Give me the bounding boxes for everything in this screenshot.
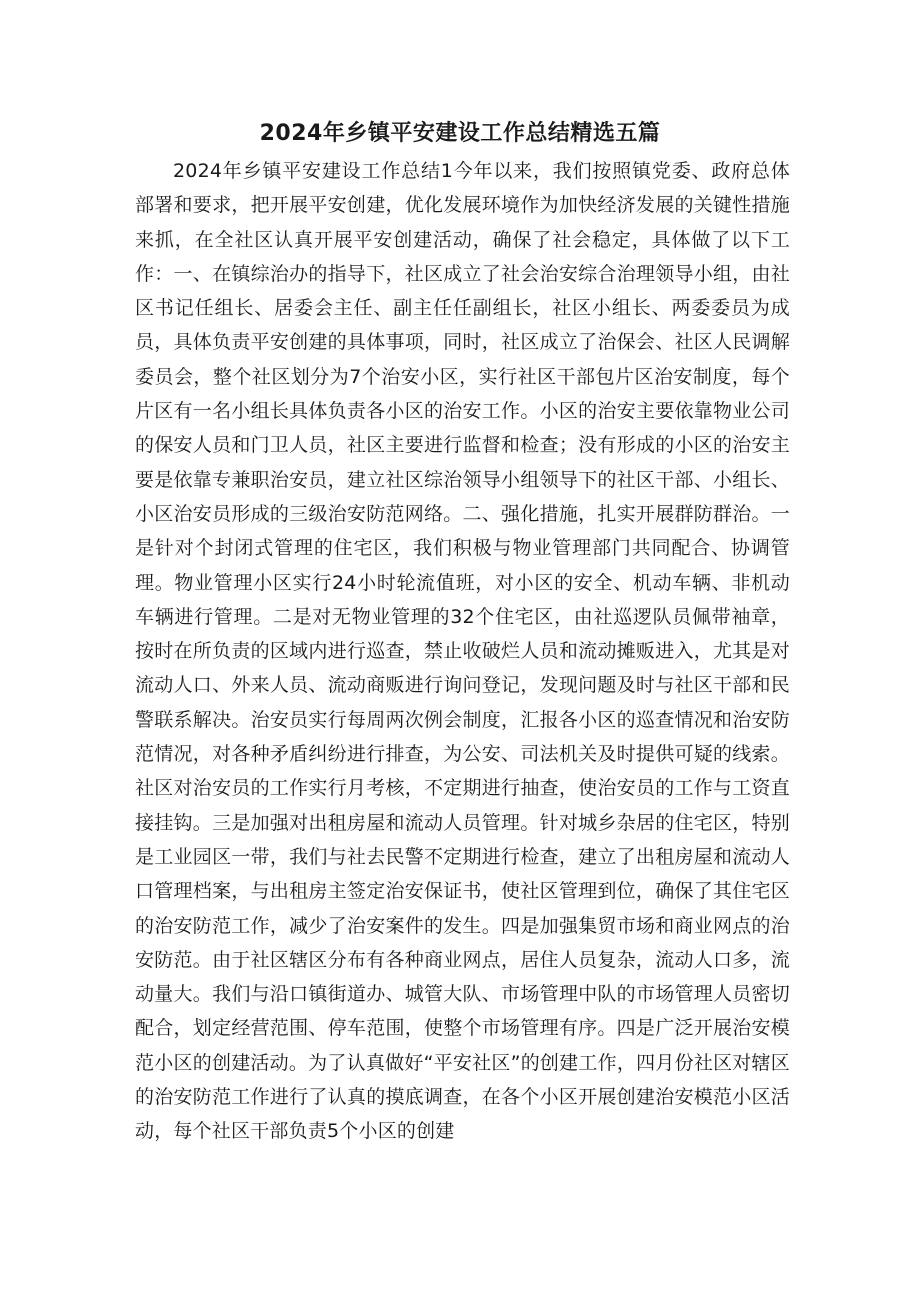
document-title: 2024年乡镇平安建设工作总结精选五篇 xyxy=(259,121,661,146)
document-paragraph: 2024年乡镇平安建设工作总结1今年以来，我们按照镇党委、政府总体部署和要求，把开展平安创建，优化发展环境作为加快经济发展的关键性措施来抓，在全社区认真开展平安创建活动，确保了社会稳定，具体做了以下工作：一、在镇综治办的指导下，社区成立了社会治安综合治理领导小组，由社区书记任组长、居委会主任、副主任任副组长，社区小组长、两委委员为成员，具体负责平安创建的具体事项，同时，社区成立了治保会、社区人民调解委员会，整个社区划分为7个治安小区，实行社区干部包片区治安制度，每个片区有一名小组长具体负责各小区的治安工作。小区的治安主要依靠物业公司的保安人员和门卫人员，社区主要进行监督和检查；没有形成的小区的治安主要是依靠专兼职治安员，建立社区综治领导小组领导下的社区干部、小组长、小区治安员形成的三级治安防范网络。二、强化措施，扎实开展群防群治。一是针对个封闭式管理的住宅区，我们积极与物业管理部门共同配合、协调管理。物业管理小区实行24小时轮流值班，对小区的安全、机动车辆、非机动车辆进行管理。二是对无物业管理的32个住宅区，由社巡逻队员佩带袖章，按时在所负责的区域内进行巡查，禁止收破烂人员和流动摊贩进入，尤其是对流动人口、外来人员、流动商贩进行询问登记，发现问题及时与社区干部和民警联系解决。治安员实行每周两次例会制度，汇报各小区的巡查情况和治安防范情况，对各种矛盾纠纷进行排查，为公安、司法机关及时提供可疑的线索。社区对治安员的工作实行月考核，不定期进行抽查，使治安员的工作与工资直接挂钩。三是加强对出租房屋和流动人员管理。针对城乡杂居的住宅区，特别是工业园区一带，我们与社去民警不定期进行检查，建立了出租房屋和流动人口管理档案，与出租房主签定治安保证书，使社区管理到位，确保了其住宅区的治安防范工作，减少了治安案件的发生。四是加强集贸市场和商业网点的治安防范。由于社区辖区分布有各种商业网点，居住人员复杂，流动人口多，流动量大。我们与沿口镇街道办、城管大队、市场管理中队的市场管理人员密切配合，划定经营范围、停车范围，使整个市场管理有序。四是广泛开展治安模范小区的创建活动。为了认真做好“平安社区”的创建工作，四月份社区对辖区的治安防范工作进行了认真的摸底调查，在各个小区开展创建治安模范小区活动，每个社区干部负责5个小区的创建 xyxy=(135,160,790,1143)
